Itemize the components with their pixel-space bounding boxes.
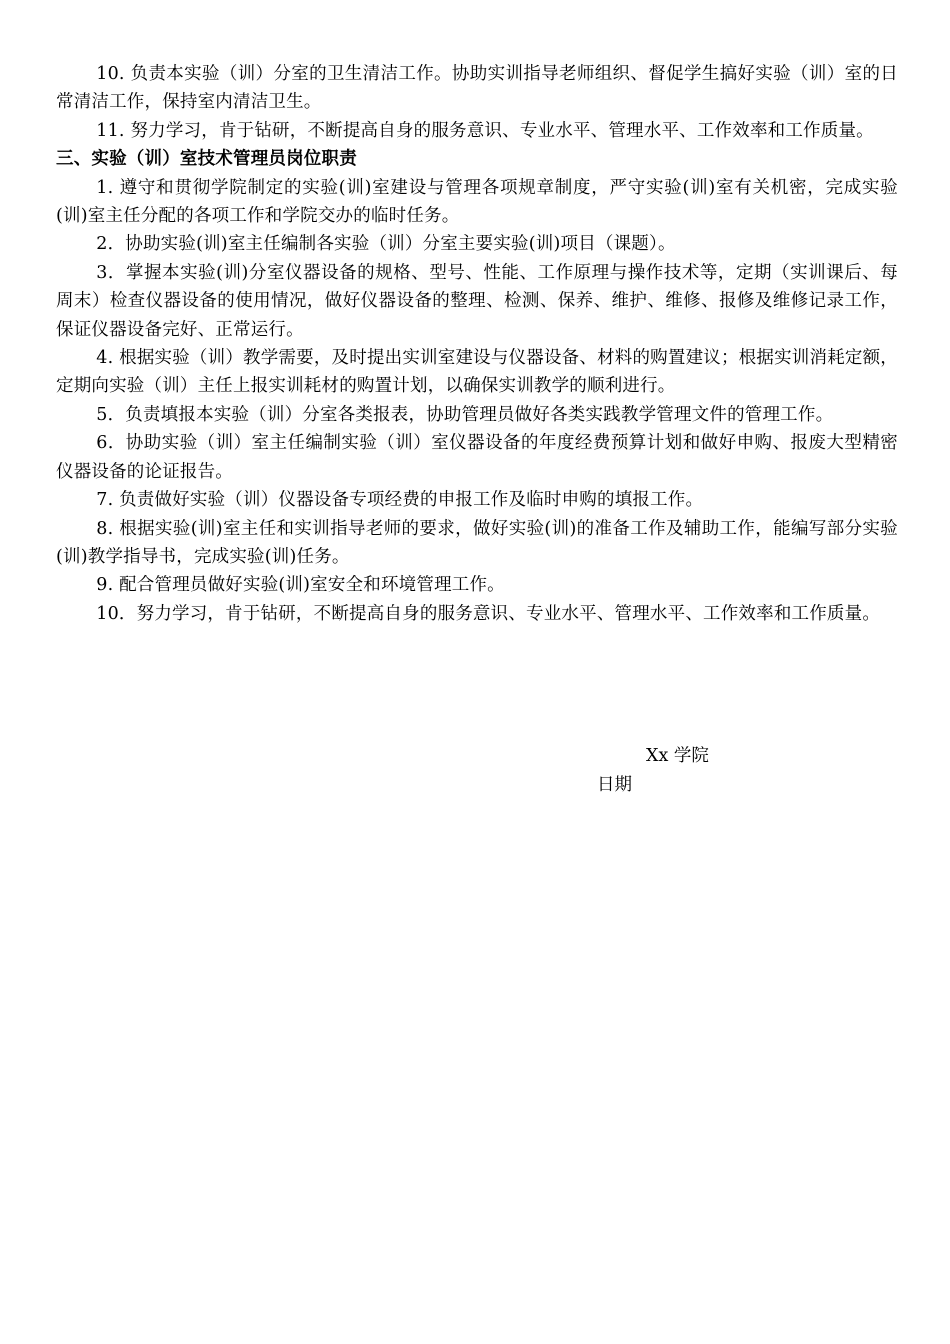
document-body	[56, 60, 898, 628]
duty-item: 10. 负责本实验（训）分室的卫生清洁工作。协助实训指导老师组织、督促学生搞好实验（训）室的日常清洁工作，保持室内清洁卫生。	[56, 64, 898, 113]
duty-item: 8. 根据实验(训)室主任和实训指导老师的要求，做好实验(训)的准备工作及辅助工作，能编写部分实验(训)教学指导书，完成实验(训)任务。	[56, 518, 898, 567]
signature-organization: Xx 学院	[646, 746, 709, 766]
duty-item: 11. 努力学习，肯于钻研，不断提高自身的服务意识、专业水平、管理水平、工作效率和工作质量。	[96, 120, 874, 141]
duty-item: 1. 遵守和贯彻学院制定的实验(训)室建设与管理各项规章制度，严守实验(训)室有关机密，完成实验(训)室主任分配的各项工作和学院交办的临时任务。	[56, 177, 898, 227]
duty-item: 4. 根据实验（训）教学需要，及时提出实训室建设与仪器设备、材料的购置建议；根据实训消耗定额，定期向实验（训）主任上报实训耗材的购置计划，以确保实训教学的顺利进行。	[56, 348, 898, 397]
duty-item: 7. 负责做好实验（训）仪器设备专项经费的申报工作及临时申购的填报工作。	[96, 490, 704, 511]
duty-item: 5．负责填报本实验（训）分室各类报表，协助管理员做好各类实践教学管理文件的管理工作。	[96, 404, 834, 425]
duty-item: 10．努力学习，肯于钻研，不断提高自身的服务意识、专业水平、管理水平、工作效率和工作质量。	[96, 603, 881, 624]
duty-item: 9. 配合管理员做好实验(训)室安全和环境管理工作。	[96, 575, 505, 596]
duty-item: 3．掌握本实验(训)分室仪器设备的规格、型号、性能、工作原理与操作技术等，定期（实训课后、每周末）检查仪器设备的使用情况，做好仪器设备的整理、检测、保养、维护、维修、报修及维修记录工作，保证仪器设备完好、正常运行。	[56, 262, 898, 340]
duty-item: 2．协助实验(训)室主任编制各实验（训）分室主要实验(训)项目（课题）。	[96, 234, 676, 255]
signature-date: 日期	[597, 775, 632, 795]
section-heading: 三、实验（训）室技术管理员岗位职责	[56, 149, 357, 170]
duty-item: 6．协助实验（训）室主任编制实验（训）室仪器设备的年度经费预算计划和做好申购、报废大型精密仪器设备的论证报告。	[56, 433, 898, 482]
